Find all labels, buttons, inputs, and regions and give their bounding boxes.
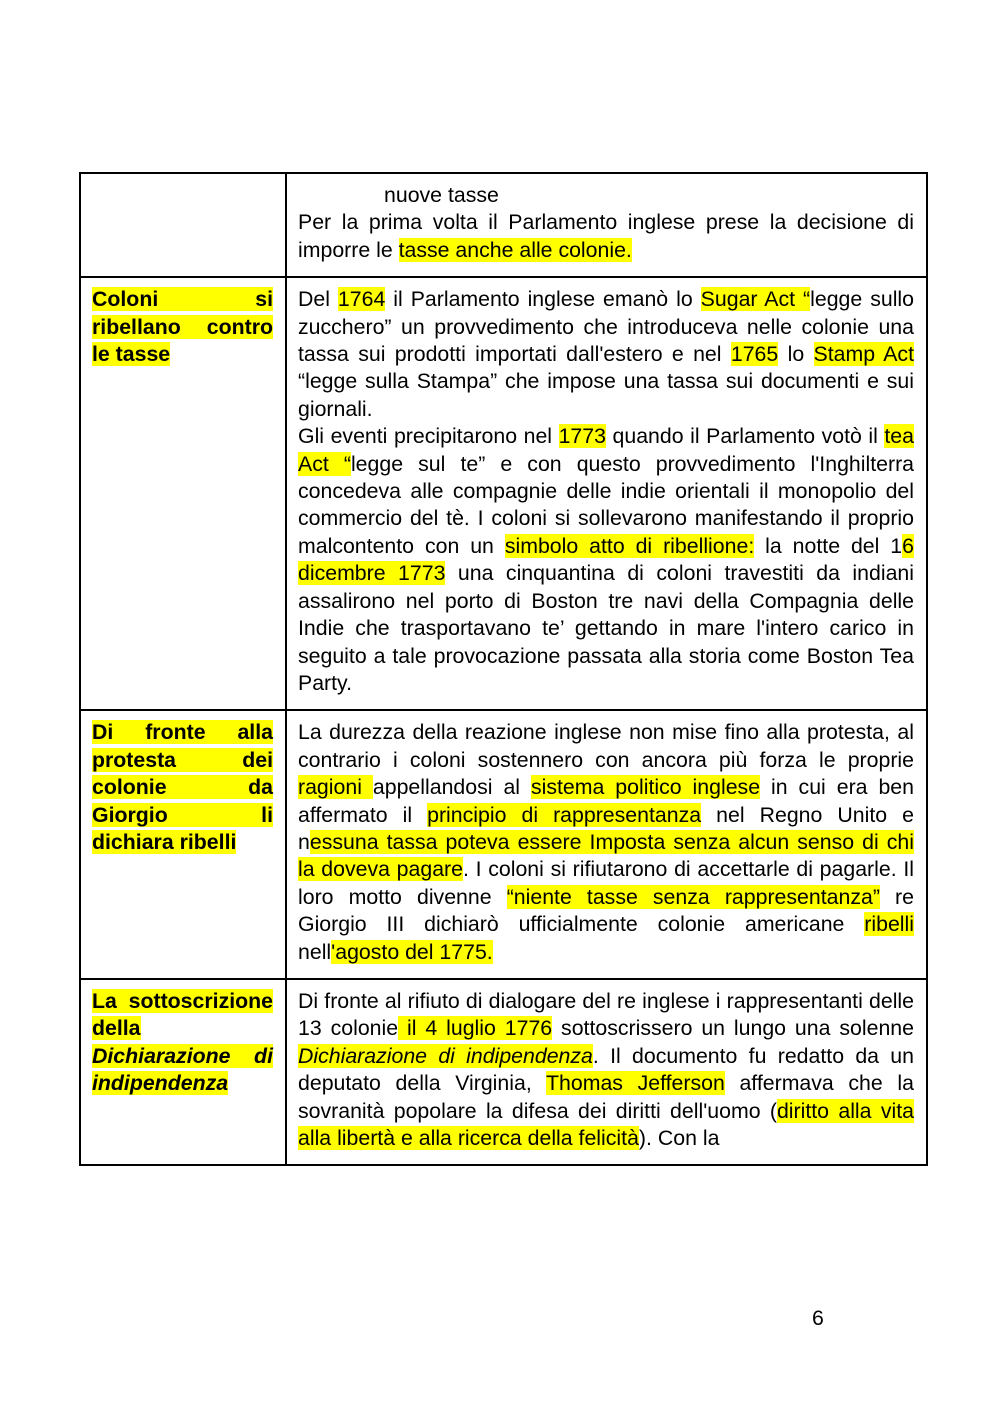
row-heading-cell	[80, 277, 286, 710]
highlighted-text: 6 dicembre 1773	[298, 533, 915, 586]
content-table	[79, 172, 928, 1166]
body-text: in cui era ben affermato il	[298, 775, 914, 827]
highlighted-text: 1764	[337, 287, 386, 312]
highlighted-text: 1765	[730, 342, 779, 367]
row-heading-cell	[80, 979, 286, 1165]
highlighted-text: diritto alla vita alla libertà e alla ricerca della felicità	[298, 1098, 914, 1150]
highlighted-text: ribelli	[864, 912, 914, 937]
table-row	[80, 979, 927, 1165]
row-heading-text: Dichiarazione di indipendenza	[92, 1043, 273, 1096]
body-text: nel Regno Unito e n	[298, 802, 914, 854]
row-body-cell	[286, 710, 927, 979]
body-text: quando il Parlamento votò il	[605, 424, 885, 449]
table-row	[80, 277, 927, 710]
body-text: La durezza della reazione inglese non mise fino alla protesta, al contrario i coloni sostennero con ancora più forza le proprie	[298, 720, 914, 772]
body-text: ). Con la	[638, 1126, 720, 1150]
body-text: “legge sulla Stampa” che impose una tassa sui documenti e sui giornali.	[298, 369, 914, 421]
highlighted-text: 1773	[558, 424, 606, 449]
highlighted-text: Dichiarazione di indipendenza	[298, 1043, 593, 1068]
highlighted-text: simbolo atto di ribellione:	[504, 533, 755, 558]
body-text: re Giorgio III dichiarò ufficialmente colonie americane	[298, 884, 914, 937]
row-heading-text: La sottoscrizione della	[92, 988, 273, 1041]
body-text: Gli eventi precipitarono nel	[298, 424, 559, 449]
highlighted-text: tea Act “	[298, 424, 914, 476]
table-row	[80, 173, 927, 277]
body-text: il Parlamento inglese emanò lo	[385, 287, 701, 312]
highlighted-text: principio di rappresentanza	[427, 802, 702, 827]
paragraph	[298, 286, 914, 423]
paragraph	[298, 182, 914, 209]
row-body-cell	[286, 277, 927, 710]
row-heading-text: Di fronte alla protesta dei colonie da Giorgio li dichiara ribelli	[92, 720, 273, 854]
body-text: . I coloni si rifiutarono di accettarle di pagarle. Il loro motto divenne	[298, 857, 914, 909]
body-text: Del	[298, 287, 338, 312]
highlighted-text: Thomas Jefferson	[546, 1071, 725, 1096]
body-text: Per la prima volta il Parlamento inglese prese la decisione di imporre le	[298, 210, 914, 262]
row-heading-cell	[80, 173, 286, 277]
body-text: nell	[298, 939, 332, 964]
highlighted-text: essuna tassa poteva essere Imposta senza alcun senso di chi la doveva pagare	[298, 829, 914, 882]
body-text: legge sullo zucchero” un provvedimento che introduceva nelle colonie una tassa sui prodotti importati dall'estero e nel	[298, 287, 914, 367]
highlighted-text: “niente tasse senza rappresentanza”	[506, 884, 880, 909]
body-text: lo	[778, 342, 814, 367]
body-text: . Il documento fu redatto da un deputato della Virginia,	[298, 1043, 914, 1096]
highlighted-text: Sugar Act “	[700, 287, 811, 312]
body-text: appellandosi al	[372, 775, 531, 800]
highlighted-text: 'agosto del 1775.	[331, 939, 493, 964]
highlighted-text: Stamp Act	[813, 342, 914, 367]
body-text: sottoscrissero un lungo una solenne	[552, 1016, 914, 1041]
body-text: affermava che la sovranità popolare la difesa dei diritti dell'uomo (	[298, 1071, 914, 1123]
row-body-cell	[286, 173, 927, 277]
paragraph	[298, 719, 914, 966]
paragraph	[298, 988, 914, 1152]
row-heading-cell	[80, 710, 286, 979]
highlighted-text: sistema politico inglese	[530, 775, 761, 800]
table-row	[80, 710, 927, 979]
highlighted-text: tasse anche alle colonie.	[398, 237, 632, 262]
highlighted-text: ragioni	[298, 775, 373, 800]
table-body	[80, 173, 927, 1165]
body-text: nuove tasse	[384, 183, 499, 207]
highlighted-text: il 4 luglio 1776	[398, 1016, 553, 1041]
page-number: 6	[812, 1306, 824, 1330]
paragraph	[298, 209, 914, 264]
body-text: una cinquantina di coloni travestiti da indiani assalirono nel porto di Boston tre navi della Compagnia delle Indie che trasportavano te’ gettando in mare l'intero carico in seguito a tale provocazione passata alla storia come Boston Tea Party.	[298, 561, 914, 695]
row-body-cell	[286, 979, 927, 1165]
body-text: la notte del 1	[754, 533, 903, 558]
body-text: legge sul te” e con questo provvedimento l'Inghilterra concedeva alle compagnie delle indie orientali il monopolio del commercio del tè. I coloni si sollevarono manifestando il proprio malcontento con un	[298, 451, 915, 558]
row-heading-text: Coloni si ribellano contro le tasse	[92, 287, 273, 367]
body-text: Di fronte al rifiuto di dialogare del re inglese i rappresentanti delle 13 colonie	[298, 988, 914, 1041]
paragraph	[298, 423, 914, 697]
